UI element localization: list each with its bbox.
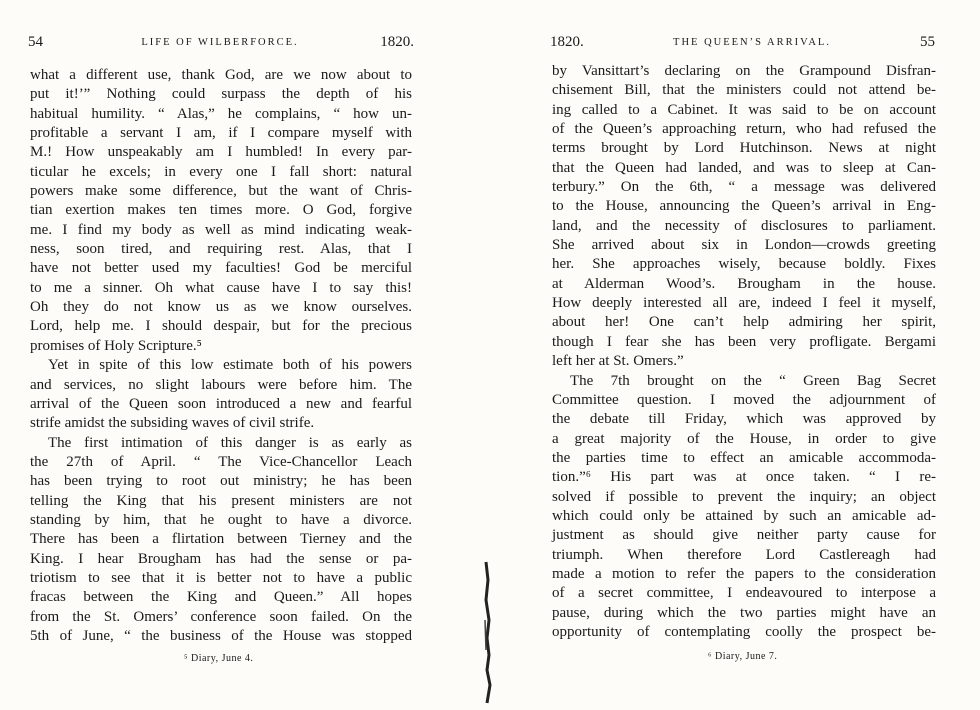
text-line: about her! One can’t help admiring her spirit, — [552, 314, 936, 331]
text-line: ing called to a Cabinet. It was said to be on account — [552, 101, 936, 118]
year: 1820. — [380, 34, 414, 50]
text-line: terms brought by Lord Hutchinson. News at night — [552, 140, 936, 157]
text-line: ness, soon tired, and requiring rest. Alas, that I — [30, 241, 412, 258]
running-title: THE QUEEN’S ARRIVAL. — [673, 37, 831, 48]
text-line: The 7th brought on the “ Green Bag Secret — [570, 372, 936, 389]
text-line: though I fear she has been very profligate. Bergami — [552, 333, 936, 350]
text-line: tion.”⁶ His part was at once taken. “ I re- — [552, 469, 936, 486]
footnote: ⁵ Diary, June 4. — [184, 653, 254, 664]
text-line: M.! How unspeakably am I humbled! In every par- — [30, 144, 412, 161]
text-line: ticular he excels; in every one I fall short: natural — [30, 163, 412, 180]
text-line: Lord, help me. I should despair, but for the precious — [30, 318, 412, 335]
left-page — [0, 0, 470, 705]
text-line: standing by him, that he ought to have a divorce. — [30, 511, 412, 528]
text-line: telling the King that his present ministers are not — [30, 492, 412, 509]
text-line: the 27th of April. “ The Vice-Chancellor Leach — [30, 453, 412, 470]
text-line: of a secret committee, I endeavoured to interpose a — [552, 585, 936, 602]
text-line: a great majority of the House, in order to give — [552, 430, 936, 447]
text-line: chisement Bill, that the ministers could not attend be- — [552, 82, 936, 99]
text-line: solved if possible to prevent the inquiry; an object — [552, 488, 936, 505]
right-page — [510, 0, 980, 705]
text-line: has been trying to root out ministry; he has been — [30, 473, 412, 490]
text-line: Yet in spite of this low estimate both of his powers — [48, 357, 412, 374]
text-line: habitual humility. “ Alas,” he complains, “ how un- — [30, 105, 412, 122]
body-text — [30, 66, 412, 646]
text-line: King. I hear Brougham has had the sense or pa- — [30, 550, 412, 567]
text-line: 5th of June, “ the business of the House was stopped — [30, 627, 412, 644]
footnote: ⁶ Diary, June 7. — [708, 651, 778, 662]
text-line: land, and the necessity of disclosures to parliament. — [552, 217, 936, 234]
text-line: The first intimation of this danger is as early as — [48, 434, 412, 451]
text-line: put it!’” Nothing could surpass the depth of his — [30, 86, 412, 103]
text-line: have not better used my faculties! God be merciful — [30, 260, 412, 277]
text-line: powers make some difference, but the want of Chris- — [30, 183, 412, 200]
gutter-shadow — [480, 560, 494, 705]
text-line: to the House, announcing the Queen’s arrival in Eng- — [552, 198, 936, 215]
text-line: me. I find my body as well as mind indicating weak- — [30, 221, 412, 238]
text-line: Oh they do not know us as we know ourselves. — [30, 299, 412, 316]
text-line: profitable a servant I am, if I compare myself with — [30, 125, 412, 142]
year: 1820. — [550, 34, 584, 50]
text-line: the debate till Friday, which was approved by — [552, 411, 936, 428]
text-line: made a motion to refer the papers to the consideration — [552, 565, 936, 582]
text-line: which could only be attained by such an amicable ad- — [552, 507, 936, 524]
page-number: 55 — [920, 34, 935, 50]
left-page-header — [28, 34, 414, 54]
text-line: of the Queen’s approaching return, who had refused the — [552, 121, 936, 138]
text-line: terbury.” On the 6th, “ a message was delivered — [552, 179, 936, 196]
text-line: at Alderman Wood’s. Brougham in the house. — [552, 275, 936, 292]
text-line: by Vansittart’s declaring on the Grampound Disfran- — [552, 63, 936, 79]
text-line: arrival of the Queen soon introduced a new and fearful — [30, 395, 412, 412]
body-text — [552, 62, 936, 642]
text-line: triumph. When therefore Lord Castlereagh had — [552, 546, 936, 563]
text-line: her. She approaches wisely, because boldly. Fixes — [552, 256, 936, 273]
text-line: justment as should give neither party cause for — [552, 527, 936, 544]
text-line: what a different use, thank God, are we now about to — [30, 67, 412, 83]
running-title: LIFE OF WILBERFORCE. — [141, 37, 299, 48]
text-line: pause, during which the two parties might have an — [552, 604, 936, 621]
text-line: strife amidst the subsiding waves of civil strife. — [30, 415, 315, 432]
page-number: 54 — [28, 34, 43, 50]
text-line: from the St. Omers’ conference soon failed. On the — [30, 608, 412, 625]
text-line: She arrived about six in London—crowds greeting — [552, 237, 936, 254]
text-line: left her at St. Omers.” — [552, 353, 684, 370]
text-line: There has been a flirtation between Tierney and the — [30, 531, 412, 548]
text-line: promises of Holy Scripture.⁵ — [30, 337, 202, 354]
text-line: the parties time to effect an amicable accommoda- — [552, 449, 936, 466]
text-line: opportunity of contemplating coolly the prospect be- — [552, 623, 936, 640]
text-line: to me a sinner. Oh what cause have I to say this! — [30, 279, 412, 296]
text-line: Committee question. I moved the adjournment of — [552, 391, 936, 408]
right-page-header — [550, 34, 935, 54]
text-line: tian exertion makes ten times more. O God, forgive — [30, 202, 412, 219]
text-line: that the Queen had landed, and was to sleep at Can- — [552, 159, 936, 176]
text-line: How deeply interested all are, indeed I feel it myself, — [552, 295, 936, 312]
text-line: and services, no slight labours were before him. The — [30, 376, 412, 393]
text-line: fracas between the King and Queen.” All hopes — [30, 589, 412, 606]
text-line: triotism to see that it is better not to have a public — [30, 569, 412, 586]
